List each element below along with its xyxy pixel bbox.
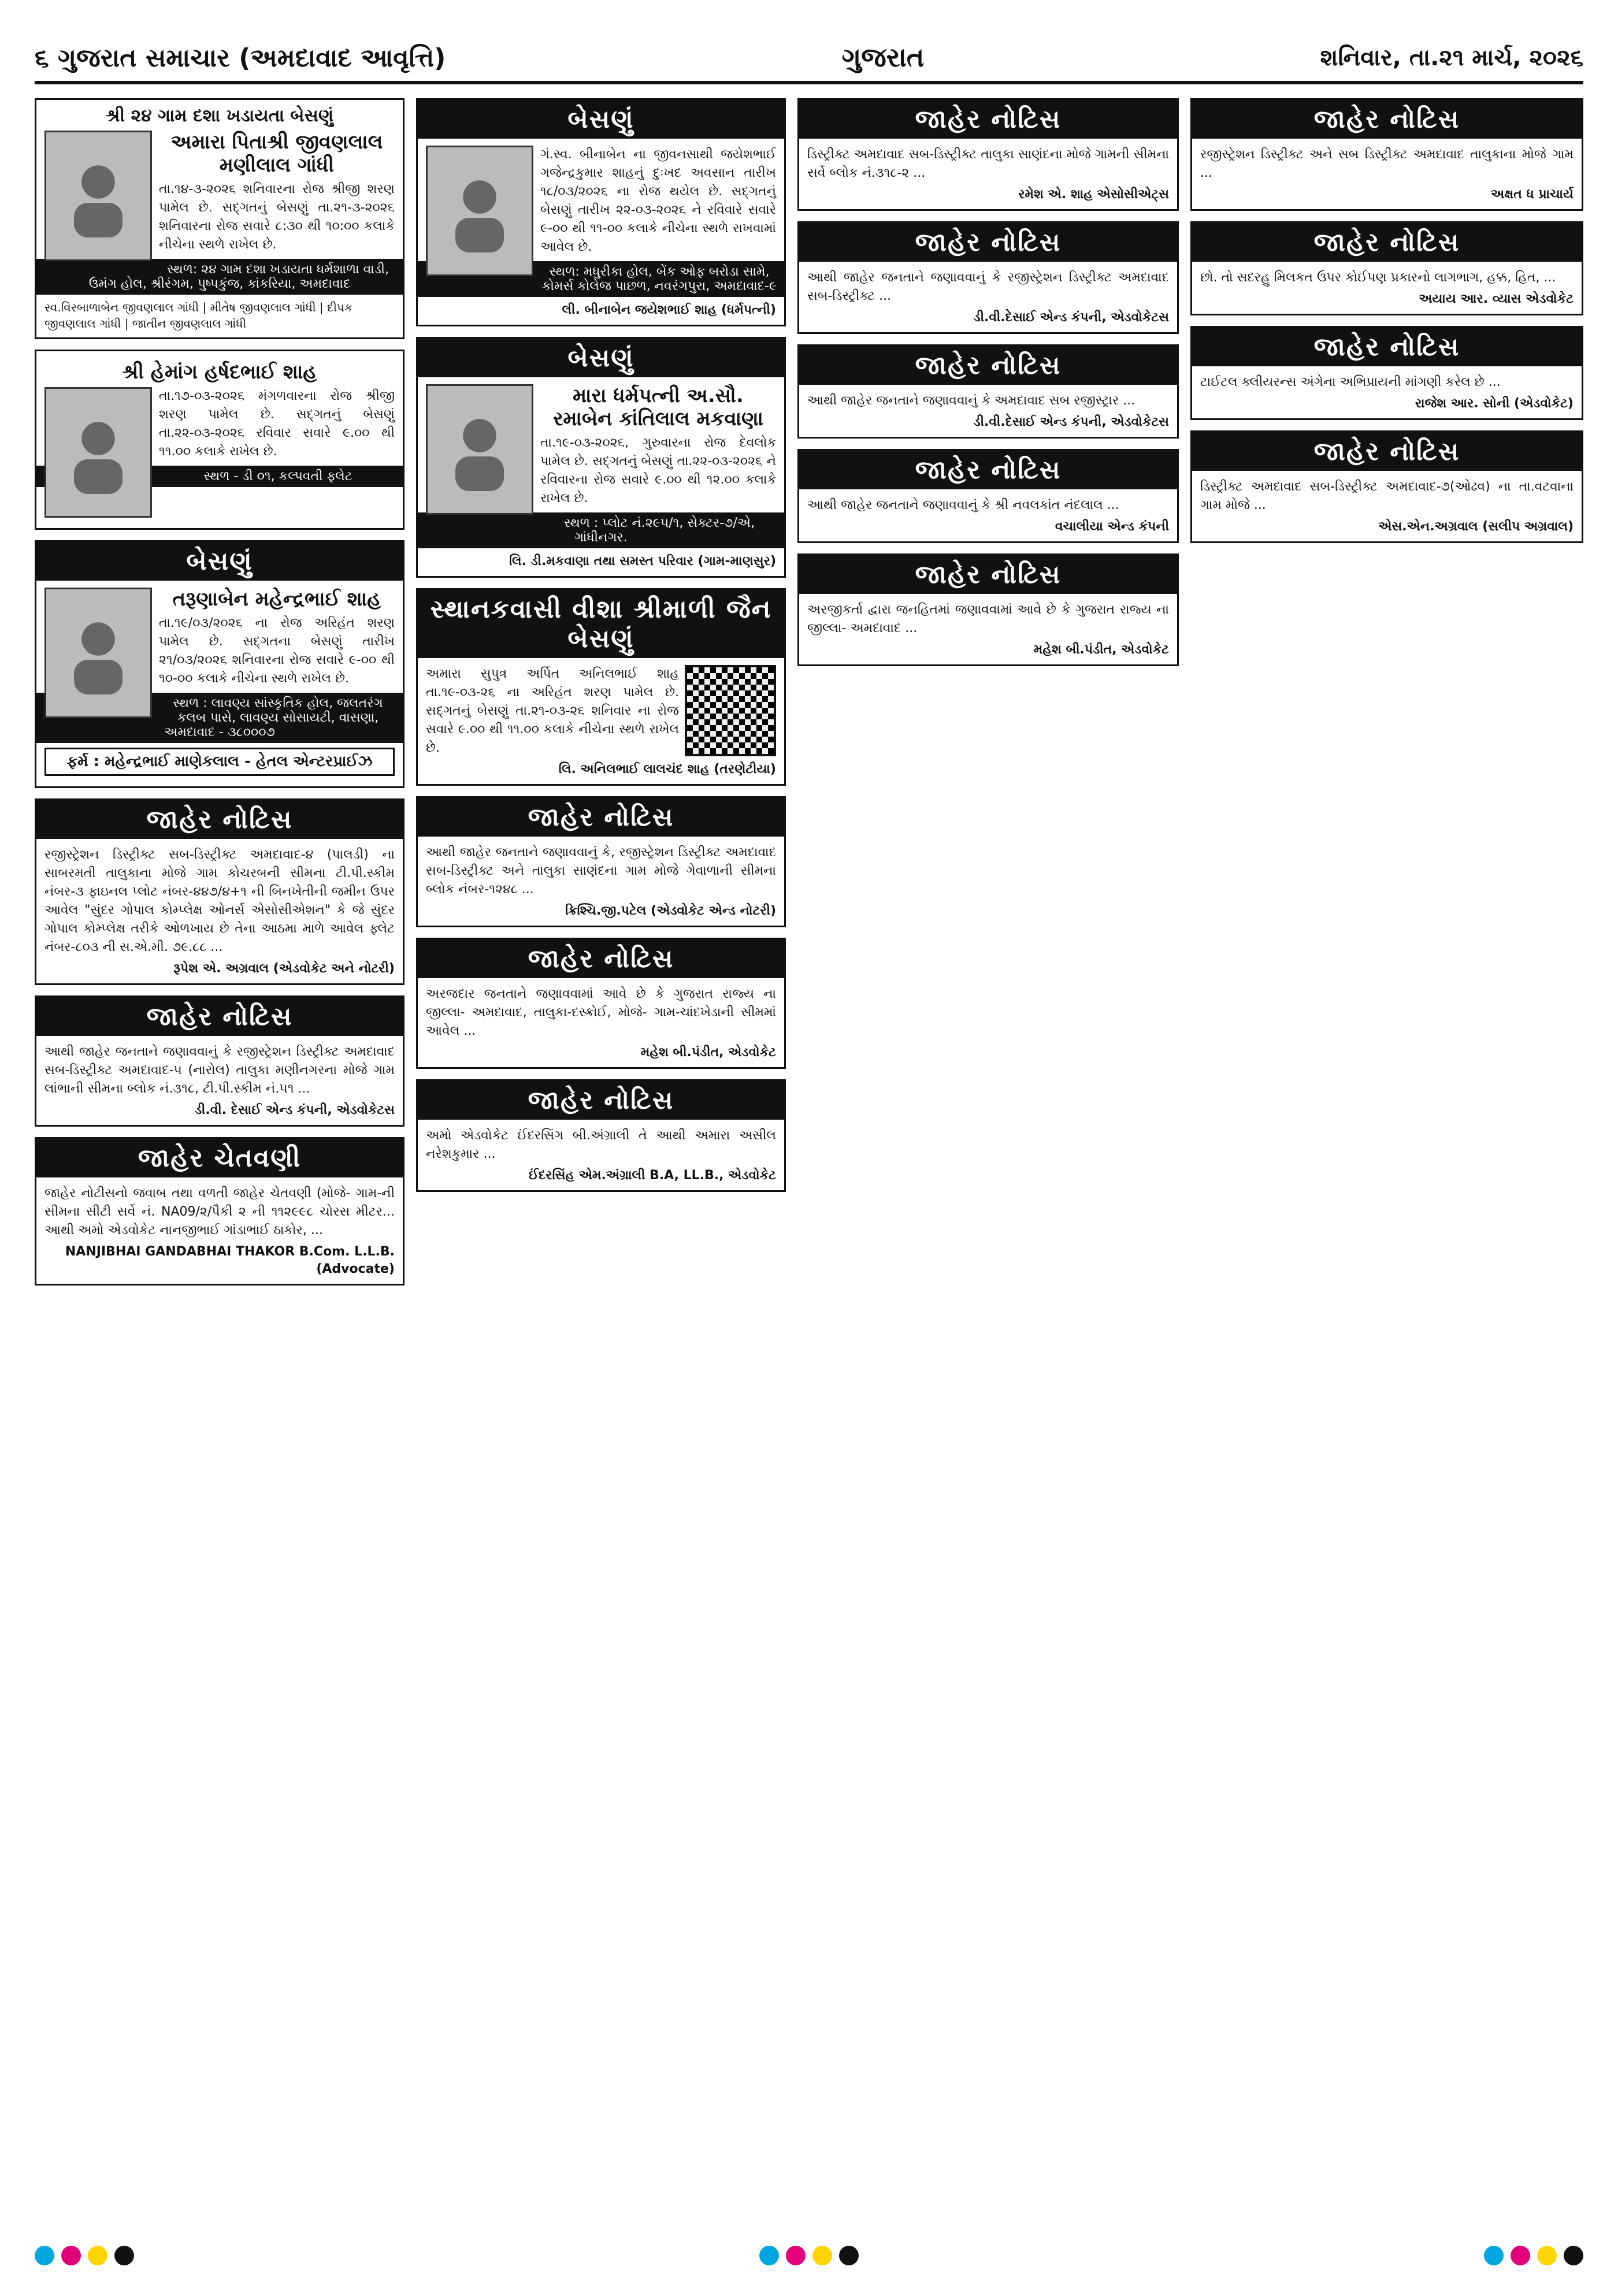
notice-text: છો. તો સદરહુ મિલકત ઉપર કોઈપણ પ્રકારનો લાગભાગ, હક્ક, હિત, ... — [1200, 270, 1556, 285]
obit-firm: ફર્મ : મહેન્દ્રભાઈ માણેકલાલ - હેતલ એન્ટરપ્રાઈઝ — [44, 748, 395, 776]
obit-name: શ્રી હેમાંગ હર્ષદભાઈ શાહ — [122, 361, 317, 384]
obit-text: તા.૧૯/૦૩/૨૦૨૬ ના રોજ અરિહંત શરણ પામેલ છે. સદ્‌ગતના બેસણું તારીખ ૨૧/૦૩/૨૦૨૬ શનિવારના રોજ સવારે ૯-૦૦ થી ૧૦-૦૦ કલાકે નીચેના સ્થળે રાખેલ છે. — [159, 616, 395, 686]
obituary-5 — [35, 540, 404, 788]
obit-title: બેસણું — [418, 339, 784, 377]
obit-family: સ્વ.વિરબાળાબેન જીવણલાલ ગાંધી | મીતેષ જીવણલાલ ગાંધી | દીપક જીવણલાલ ગાંધી | જાતીન જીવણલાલ ગાંધી — [44, 300, 353, 330]
notice-5 — [416, 938, 786, 1069]
magenta-dot — [1511, 2246, 1530, 2265]
section-title: ગુજરાત — [841, 42, 925, 73]
cyan-dot — [1484, 2246, 1504, 2265]
notice-text: આથી જાહેર જનતાને જણાવવાનું કે રજીસ્ટ્રેશન ડિસ્ટ્રીક્ટ અમદાવાદ સબ-ડિસ્ટ્રીક્ટ અમદાવાદ-૫ (નારોલ) તાલુકા મણીનગરના મોજે ગામ લાંભાની સીમના બ્લોક નં.૩૧૮, ટી.પી.સ્કીમ નં.૫૧ ... — [44, 1045, 395, 1096]
obit-text: તા.૧૯-૦૩-૨૦૨૬, ગુરુવારના રોજ દેવલોક પામેલ છે. સદ્‌ગતનું બેસણું તા.૨૨-૦૩-૨૦૨૬ ને રવિવારના રોજ સવારે ૯.૦૦ થી ૧૨.૦૦ કલાકે રાખેલ છે. — [540, 436, 776, 506]
obit-text: તા.૧૪-૩-૨૦૨૬ શનિવારના રોજ શ્રીજી શરણ પામેલ છે. સદ્‌ગતનું બેસણું તા.૨૧-૩-૨૦૨૬ શનિવારના રોજ સવારે ૮:૩૦ થી ૧૦:૦૦ કલાકે નીચેના સ્થળે રાખેલ છે. — [159, 182, 395, 252]
obit-place: સ્થળ: ૨૪ ગામ દશા ખડાયતા ધર્મશાળા વાડી, ઉમંગ હોલ, શ્રીરંગમ, પુષ્પકુંજ, કાંકરિયા, અમદાવાદ — [36, 259, 403, 295]
person-icon — [445, 168, 514, 254]
notice-text: આથી જાહેર જનતાને જણાવવાનું કે રજીસ્ટ્રેશન ડિસ્ટ્રીક્ટ અમદાવાદ સબ-ડિસ્ટ્રીક્ટ ... — [807, 270, 1169, 303]
notice-3 — [35, 1137, 404, 1286]
notice-text: ડિસ્ટ્રીક્ટ અમદાવાદ સબ-ડિસ્ટ્રીક્ટ અમદાવાદ-૭(ઓઢવ) ના તા.વટવાના ગામ મોજે ... — [1200, 480, 1574, 512]
obit-title: સ્થાનકવાસી વીશા શ્રીમાળી જૈન બેસણું — [418, 590, 784, 658]
notice-signature: ક્રિશ્ચિ.જી.પટેલ (એડવોકેટ એન્ડ નોટરી) — [565, 904, 776, 918]
notice-text: ટાઈટલ ક્લીયરન્સ અંગેના અભિપ્રાયની માંગણી કરેલ છે ... — [1200, 375, 1501, 389]
notice-title: જાહેર નોટિસ — [1192, 432, 1582, 471]
obituary-3 — [35, 350, 404, 530]
notice-title: જાહેર નોટિસ — [418, 939, 784, 978]
obituary-1 — [35, 98, 404, 339]
registration-dots-right — [1484, 2246, 1583, 2265]
notice-signature: રૂપેશ એ. અગ્રવાલ (એડવોકેટ અને નોટરી) — [173, 961, 395, 976]
notice-title: જાહેર નોટિસ — [36, 997, 403, 1036]
cyan-dot — [35, 2246, 54, 2265]
notice-title: જાહેર ચેતવણી — [36, 1139, 403, 1177]
portrait-photo — [44, 387, 152, 518]
notice-signature: ડી.વી.દેસાઈ એન્ડ કંપની, એડવોકેટસ — [973, 415, 1169, 429]
obit-name: મારા ધર્મપત્ની અ.સૌ. રમાબેન કાંતિલાલ મકવાણા — [552, 384, 763, 430]
portrait-photo — [426, 384, 533, 515]
person-icon — [64, 610, 133, 696]
magenta-dot — [786, 2246, 806, 2265]
obit-title: બેસણું — [36, 542, 403, 581]
notice-14 — [1190, 326, 1583, 420]
print-registration-marks — [35, 2244, 1583, 2267]
notice-text: આથી જાહેર જનતાને જણાવવાનું કે શ્રી નવલકાંત નંદલાલ ... — [807, 498, 1119, 512]
column-2 — [416, 98, 786, 2215]
notice-text: રજીસ્ટ્રેશન ડિસ્ટ્રીક્ટ અને સબ ડિસ્ટ્રીક્ટ અમદાવાદ તાલુકાના મોજે ગામ ... — [1200, 147, 1574, 180]
black-dot — [114, 2246, 134, 2265]
notice-signature: ડી.વી.દેસાઈ એન્ડ કંપની, એડવોકેટસ — [973, 310, 1169, 325]
notice-title: જાહેર નોટિસ — [799, 100, 1177, 139]
notice-text: અમો એડવોકેટ ઈંદરસિંગ બી.અંગ્રાલી તે આથી અમારા અસીલ નરેશકુમાર ... — [426, 1128, 776, 1161]
obit-title: શ્રી ૨૪ ગામ દશા ખડાયતા બેસણું — [106, 106, 333, 126]
obit-sign: લિ. ડી.મકવાણા તથા સમસ્ત પરિવાર (ગામ-માણસુર) — [509, 554, 776, 569]
notice-15 — [1190, 430, 1583, 543]
notice-title: જાહેર નોટિસ — [1192, 100, 1582, 139]
portrait-photo — [426, 146, 533, 276]
obit-text: તા.૧૭-૦૩-૨૦૨૬ મંગળવારના રોજ શ્રીજી શરણ પામેલ છે. સદ્‌ગતનું બેસણું તા.૨૨-૦૩-૨૦૨૬ રવિવાર સવારે ૯.૦૦ થી ૧૧.૦૦ કલાકે રાખેલ છે. — [159, 389, 395, 459]
registration-dots-left — [35, 2246, 134, 2265]
person-icon — [445, 406, 514, 493]
notice-text: અરજદાર જનતાને જણાવવામાં આવે છે કે ગુજરાત રાજ્ય ના જીલ્લા- અમદાવાદ, તાલુકા-દસ્ક્રોઈ, મોજે- ગામ-ચાંદખેડાની સીમમાં આવેલ ... — [426, 987, 776, 1038]
notice-title: જાહેર નોટિસ — [1192, 223, 1582, 262]
notice-title: જાહેર નોટિસ — [36, 800, 403, 839]
notice-title: જાહેર નોટિસ — [418, 1081, 784, 1120]
obituary-2 — [416, 98, 786, 326]
portrait-photo — [44, 131, 152, 261]
notice-text: ડિસ્ટ્રીક્ટ અમદાવાદ સબ-ડિસ્ટ્રીક્ટ તાલુકા સાણંદના મોજે ગામની સીમના સર્વે બ્લોક નં.૩૧૮-૨ ... — [807, 147, 1169, 180]
notice-title: જાહેર નોટિસ — [799, 346, 1177, 385]
notice-9 — [797, 344, 1179, 439]
notice-signature: એસ.એન.અગ્રવાલ (સલીપ અગ્રવાલ) — [1378, 519, 1574, 534]
black-dot — [1564, 2246, 1583, 2265]
obit-place: સ્થળ: મધુરીકા હોલ, બેંક ઓફ બરોડા સામે, કોમર્સ કોલેજ પાછળ, નવરંગપુરા, અમદાવાદ-૯ — [418, 261, 784, 297]
obit-name: તરૂણાબેન મહેન્દ્રભાઈ શાહ — [172, 588, 381, 611]
obit-name: અમારા પિતાશ્રી જીવણલાલ મણીલાલ ગાંધી — [170, 131, 383, 177]
page-header — [35, 35, 1583, 84]
obituary-4 — [416, 337, 786, 578]
notice-2 — [35, 995, 404, 1127]
notice-title: જાહેર નોટિસ — [799, 451, 1177, 489]
notice-title: જાહેર નોટિસ — [418, 798, 784, 837]
obit-sign: લી. બીનાબેન જયેશભાઈ શાહ (ધર્મપત્ની) — [562, 303, 776, 317]
obit-text: અમારા સુપુત્ર અર્પિત અનિલભાઈ શાહ તા.૧૯-૦૩-૨૬ ના અરિહંત શરણ પામેલ છે. સદ્‌ગતનું બેસણું તા.૨૧-૦૩-૨૬ શનિવાર ના રોજ સવારે ૯.૦૦ થી ૧૧.૦૦ કલાકે નીચેના સ્થળે રાખેલ છે. — [426, 667, 679, 755]
obit-place: સ્થળ : લાવણ્ય સાંસ્કૃતિક હોલ, જલતરંગ કલબ પાસે, લાવણ્ય સોસાયટી, વાસણા, અમદાવાદ - ૩૮૦૦૦૭ — [36, 693, 403, 743]
notice-title: જાહેર નોટિસ — [1192, 328, 1582, 366]
notice-signature: વચાલીયા એન્ડ કંપની — [1055, 519, 1169, 534]
paper-name: ૬ ગુજરાત સમાચાર (અમદાવાદ આવૃત્તિ) — [35, 43, 446, 73]
notice-signature: અયાય આર. વ્યાસ એડવોકેટ — [1419, 292, 1574, 306]
notice-text: અરજીકર્તા દ્વારા જનહિતમાં જણાવવામાં આવે છે કે ગુજરાત રાજ્ય ના જીલ્લા- અમદાવાદ ... — [807, 603, 1169, 636]
notice-signature: રમેશ એ. શાહ એસોસીએટ્સ — [1018, 187, 1169, 202]
notice-signature: રાજેશ આર. સોની (એડવોકેટ) — [1415, 396, 1574, 411]
obit-title: બેસણું — [418, 100, 784, 139]
person-icon — [64, 153, 133, 239]
yellow-dot — [1537, 2246, 1557, 2265]
notice-11 — [797, 553, 1179, 666]
qr-code — [685, 665, 776, 756]
obit-sign: લિ. અનિલભાઈ લાલચંદ શાહ (તરણેટીયા) — [558, 762, 776, 777]
notice-13 — [1190, 221, 1583, 315]
black-dot — [839, 2246, 859, 2265]
column-4 — [1190, 98, 1583, 2215]
obituary-6 — [416, 588, 786, 786]
magenta-dot — [61, 2246, 81, 2265]
obit-text: ગં.સ્વ. બીનાબેન ના જીવનસાથી જયેશભાઈ ગજેન્દ્રકુમાર શાહનું દુઃખદ અવસાન તારીખ ૧૮/૦૩/૨૦૨૬ ના રોજ થયેલ છે. સદ્‌ગતનું બેસણું તારીખ ૨૨-૦૩-૨૦૨૬ ને રવિવારે સવારે ૯-૦૦ થી ૧૧-૦૦ કલાકે નીચેના સ્થળે રાખવામાં આવેલ છે. — [540, 147, 776, 254]
notice-1 — [35, 798, 404, 985]
notice-title: જાહેર નોટિસ — [799, 223, 1177, 262]
column-3 — [797, 98, 1179, 2215]
notice-text: જાહેર નોટીસનો જવાબ તથા વળતી જાહેર ચેતવણી (મોજે- ગામ-ની સીમના સીટી સર્વે નં. NA09/૨/પૈકી ૨ ની ૧૧૨૯૯૮ ચોરસ મીટર... આથી અમો એડવોકેટ નાનજીભાઈ ગાંડાભાઈ ઠાકોર, ... — [44, 1186, 395, 1238]
obit-place: સ્થળ : પ્લોટ નં.૨૯૫/૧, સેક્ટર-૭/એ, ગાંધીનગર. — [418, 512, 784, 548]
notice-8 — [797, 221, 1179, 334]
notice-signature: NANJIBHAI GANDABHAI THAKOR B.Com. L.L.B. (Advocate) — [65, 1244, 395, 1276]
notice-title: જાહેર નોટિસ — [799, 555, 1177, 594]
portrait-photo — [44, 588, 152, 718]
notice-4 — [416, 796, 786, 927]
notice-signature: મહેશ બી.પંડીત, એડવોકેટ — [1033, 642, 1169, 657]
obit-place: સ્થળ - ડી ૦૧, કલ્પવતી ફ્લેટ — [36, 466, 403, 487]
page-date: શનિવાર, તા.૨૧ માર્ચ, ૨૦૨૬ — [1320, 44, 1583, 71]
notice-signature: ઈંદરસિંહ એમ.અંગ્રાલી B.A, LL.B., એડવોકેટ — [528, 1168, 776, 1183]
notice-7 — [797, 98, 1179, 211]
notice-10 — [797, 449, 1179, 543]
notice-signature: ડી.વી. દેસાઈ એન્ડ કંપની, એડવોકેટસ — [194, 1103, 395, 1117]
notice-text: આથી જાહેર જનતાને જણાવવાનું કે અમદાવાદ સબ રજીસ્ટ્રાર ... — [807, 393, 1135, 408]
yellow-dot — [812, 2246, 832, 2265]
person-icon — [64, 409, 133, 496]
cyan-dot — [759, 2246, 779, 2265]
notice-text: આથી જાહેર જનતાને જણાવવાનું કે, રજીસ્ટ્રેશન ડિસ્ટ્રીક્ટ અમદાવાદ સબ-ડિસ્ટ્રીક્ટ અને તાલુકા સાણંદના ગામ મોજે ગેવાળાની સીમના બ્લોક નંબર-૧૨૪૮ ... — [426, 845, 776, 897]
registration-dots-center — [759, 2246, 859, 2265]
column-1 — [35, 98, 404, 2215]
notice-12 — [1190, 98, 1583, 211]
notice-signature: અક્ષત ધ પ્રાચાર્ય — [1491, 187, 1574, 202]
notice-text: રજીસ્ટ્રેશન ડિસ્ટ્રીક્ટ સબ-ડિસ્ટ્રીક્ટ અમદાવાદ-૪ (પાલડી) ના સાબરમતી તાલુકાના મોજે ગામ કોચરબની સીમના ટી.પી.સ્કીમ નંબર-૩ ફાઇનલ પ્લોટ નંબર-૪૪૭/૪+૧ ની બિનખેતીની જમીન ઉપર આવેલ "સુંદર ગોપાલ કોમ્પ્લેક્ષ ઓનર્સ એસોસીએશન" કે જે સુંદર ગોપાલ કોમ્પ્લેક્ષ તરીકે ઓળખાય છે તેના આઠમા માળે આવેલ ફ્લેટ નંબર-૮૦૩ ની સ.એ.મી. ૭૯.૮૮ ... — [44, 848, 395, 954]
notice-6 — [416, 1079, 786, 1192]
yellow-dot — [88, 2246, 107, 2265]
notice-signature: મહેશ બી.પંડીત, એડવોકેટ — [640, 1045, 776, 1060]
